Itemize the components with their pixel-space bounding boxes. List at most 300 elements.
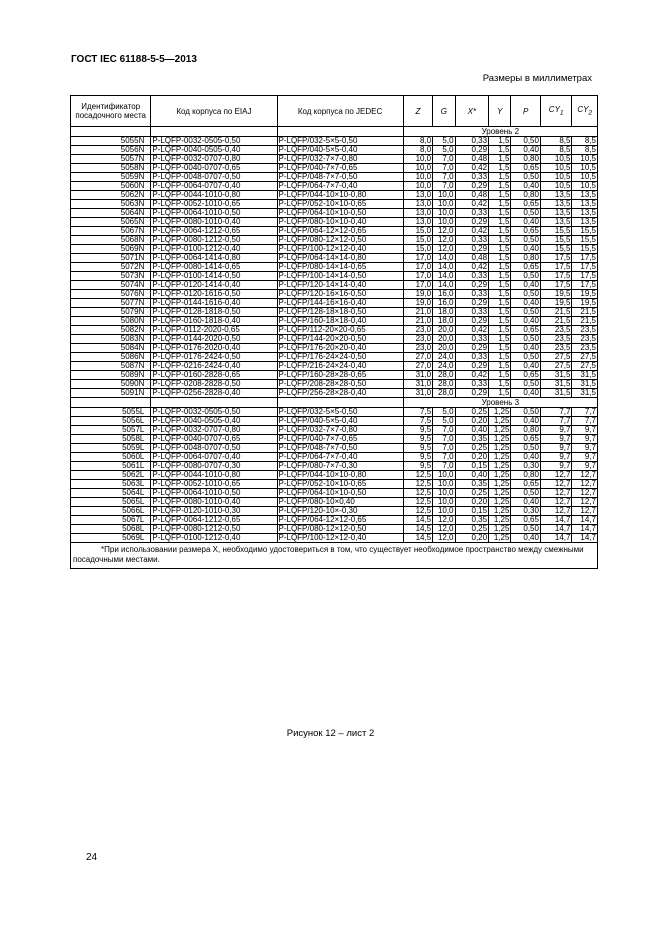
cell-x: 0,25 <box>455 408 489 417</box>
cell-cy2: 19,5 <box>572 290 598 299</box>
cell-eiaj: P-LQFP-0064-1212-0,65 <box>151 516 277 525</box>
cell-p: 0,65 <box>511 371 541 380</box>
cell-cy1: 8,5 <box>540 137 572 146</box>
cell-g: 20,0 <box>433 344 455 353</box>
cell-z: 17,0 <box>403 254 433 263</box>
cell-x: 0,29 <box>455 245 489 254</box>
cell-g: 12,0 <box>433 516 455 525</box>
cell-cy1: 12,7 <box>540 507 572 516</box>
cell-x: 0,25 <box>455 489 489 498</box>
cell-y: 1,25 <box>489 507 511 516</box>
table-row <box>71 516 598 525</box>
cell-x: 0,33 <box>455 353 489 362</box>
cell-id: 5063N <box>71 200 151 209</box>
cell-p: 0,40 <box>511 453 541 462</box>
cell-cy2: 13,5 <box>572 218 598 227</box>
cell-jedec: P-LQFP/052-10×10-0,65 <box>277 200 403 209</box>
cell-g: 10,0 <box>433 209 455 218</box>
cell-g: 10,0 <box>433 507 455 516</box>
cell-g: 18,0 <box>433 308 455 317</box>
cell-x: 0,29 <box>455 389 489 398</box>
cell-y: 1,5 <box>489 218 511 227</box>
cell-y: 1,5 <box>489 155 511 164</box>
cell-x: 0,40 <box>455 426 489 435</box>
cell-y: 1,5 <box>489 281 511 290</box>
cell-cy1: 7,7 <box>540 417 572 426</box>
cell-y: 1,25 <box>489 426 511 435</box>
cell-p: 0,40 <box>511 317 541 326</box>
cell-cy2: 10,5 <box>572 164 598 173</box>
cell-id: 5060L <box>71 453 151 462</box>
cell-id: 5056N <box>71 146 151 155</box>
cell-g: 10,0 <box>433 218 455 227</box>
table-row <box>71 353 598 362</box>
cell-p: 0,40 <box>511 534 541 543</box>
cell-cy1: 15,5 <box>540 227 572 236</box>
cell-y: 1,5 <box>489 335 511 344</box>
cell-jedec: P-LQFP/040-5×5-0,40 <box>277 146 403 155</box>
cell-id: 5064L <box>71 489 151 498</box>
cell-g: 18,0 <box>433 317 455 326</box>
cell-x: 0,33 <box>455 236 489 245</box>
cell-eiaj: P-LQFP-0208-2828-0,50 <box>151 380 277 389</box>
cell-p: 0,80 <box>511 254 541 263</box>
cell-cy2: 12,7 <box>572 489 598 498</box>
cell-g: 14,0 <box>433 263 455 272</box>
cell-x: 0,42 <box>455 326 489 335</box>
cell-y: 1,5 <box>489 182 511 191</box>
cell-eiaj: P-LQFP-0032-0707-0,80 <box>151 155 277 164</box>
table-row <box>71 444 598 453</box>
level-row <box>71 127 598 137</box>
cell-eiaj: P-LQFP-0100-1414-0,50 <box>151 272 277 281</box>
col-header-z: Z <box>403 96 433 127</box>
cell-jedec: P-LQFP/080-7×7-0,30 <box>277 462 403 471</box>
table-row <box>71 218 598 227</box>
cell-eiaj: P-LQFP-0100-1212-0,40 <box>151 534 277 543</box>
cell-jedec: P-LQFP/064-10×10-0,50 <box>277 489 403 498</box>
cell-x: 0,25 <box>455 444 489 453</box>
document-header: ГОСТ IEC 61188-5-5—2013 <box>71 54 197 65</box>
cell-g: 28,0 <box>433 389 455 398</box>
cell-cy2: 23,5 <box>572 344 598 353</box>
table-row <box>71 462 598 471</box>
cell-p: 0,40 <box>511 299 541 308</box>
cell-eiaj: P-LQFP-0120-1616-0,50 <box>151 290 277 299</box>
cell-p: 0,65 <box>511 326 541 335</box>
cell-z: 23,0 <box>403 344 433 353</box>
table-row <box>71 362 598 371</box>
cell-eiaj: P-LQFP-0064-1212-0,65 <box>151 227 277 236</box>
col-header-id: Идентификатор посадочного места <box>71 96 151 127</box>
cell-eiaj: P-LQFP-0064-1010-0,50 <box>151 489 277 498</box>
cell-id: 5077N <box>71 299 151 308</box>
cell-x: 0,20 <box>455 453 489 462</box>
cell-eiaj: P-LQFP-0080-1212-0,50 <box>151 525 277 534</box>
table-row <box>71 209 598 218</box>
cell-cy2: 31,5 <box>572 389 598 398</box>
cell-eiaj: P-LQFP-0052-1010-0,65 <box>151 480 277 489</box>
cell-cy2: 9,7 <box>572 462 598 471</box>
cell-p: 0,50 <box>511 209 541 218</box>
col-header-g: G <box>433 96 455 127</box>
table-row <box>71 371 598 380</box>
cell-g: 7,0 <box>433 453 455 462</box>
cell-eiaj: P-LQFP-0144-1616-0,40 <box>151 299 277 308</box>
cell-y: 1,5 <box>489 164 511 173</box>
cell-cy1: 12,7 <box>540 480 572 489</box>
cell-id: 5067L <box>71 516 151 525</box>
cell-cy1: 10,5 <box>540 182 572 191</box>
cell-eiaj: P-LQFP-0080-1010-0,40 <box>151 218 277 227</box>
cell-p: 0,40 <box>511 245 541 254</box>
footnote: *При использовании размера X, необходимо удостовериться в том, что существует необходимое пространство между смежными посадочными местами. <box>71 543 598 569</box>
cell-z: 13,0 <box>403 200 433 209</box>
cell-p: 0,40 <box>511 146 541 155</box>
table-row <box>71 182 598 191</box>
cell-z: 13,0 <box>403 209 433 218</box>
cell-z: 15,0 <box>403 227 433 236</box>
cell-cy2: 21,5 <box>572 308 598 317</box>
cell-y: 1,5 <box>489 254 511 263</box>
cell-jedec: P-LQFP/160-28×28-0,65 <box>277 371 403 380</box>
level-row <box>71 398 598 408</box>
cell-eiaj: P-LQFP-0048-0707-0,50 <box>151 444 277 453</box>
cell-p: 0,50 <box>511 173 541 182</box>
cell-jedec: P-LQFP/080-14×14-0,65 <box>277 263 403 272</box>
cell-y: 1,5 <box>489 308 511 317</box>
cell-id: 5087N <box>71 362 151 371</box>
cell-eiaj: P-LQFP-0160-2828-0,65 <box>151 371 277 380</box>
cell-g: 12,0 <box>433 245 455 254</box>
cell-p: 0,65 <box>511 516 541 525</box>
cell-z: 23,0 <box>403 335 433 344</box>
cell-g: 7,0 <box>433 155 455 164</box>
cell-z: 19,0 <box>403 290 433 299</box>
cell-p: 0,80 <box>511 155 541 164</box>
cell-g: 16,0 <box>433 299 455 308</box>
cell-p: 0,65 <box>511 164 541 173</box>
table-row <box>71 254 598 263</box>
cell-y: 1,5 <box>489 317 511 326</box>
cell-x: 0,29 <box>455 182 489 191</box>
cell-x: 0,42 <box>455 200 489 209</box>
cell-p: 0,40 <box>511 182 541 191</box>
cell-y: 1,25 <box>489 480 511 489</box>
cell-x: 0,25 <box>455 525 489 534</box>
cell-cy1: 9,7 <box>540 435 572 444</box>
cell-y: 1,25 <box>489 489 511 498</box>
cell-jedec: P-LQFP/048-7×7-0,50 <box>277 173 403 182</box>
cell-cy2: 17,5 <box>572 272 598 281</box>
cell-g: 10,0 <box>433 471 455 480</box>
cell-eiaj: P-LQFP-0040-0707-0,65 <box>151 164 277 173</box>
cell-z: 13,0 <box>403 191 433 200</box>
cell-x: 0,33 <box>455 272 489 281</box>
level-row-blank <box>277 127 403 137</box>
cell-z: 27,0 <box>403 362 433 371</box>
table-row <box>71 453 598 462</box>
cell-z: 17,0 <box>403 263 433 272</box>
footnote-row <box>71 543 598 569</box>
cell-p: 0,50 <box>511 272 541 281</box>
cell-cy2: 14,7 <box>572 525 598 534</box>
cell-p: 0,30 <box>511 507 541 516</box>
cell-id: 5065N <box>71 218 151 227</box>
cell-cy1: 15,5 <box>540 236 572 245</box>
cell-y: 1,5 <box>489 146 511 155</box>
table-row <box>71 299 598 308</box>
cell-jedec: P-LQFP/044-10×10-0,80 <box>277 471 403 480</box>
cell-id: 5057N <box>71 155 151 164</box>
cell-p: 0,50 <box>511 525 541 534</box>
cell-y: 1,25 <box>489 462 511 471</box>
cell-jedec: P-LQFP/256-28×28-0,40 <box>277 389 403 398</box>
cell-eiaj: P-LQFP-0216-2424-0,40 <box>151 362 277 371</box>
cell-eiaj: P-LQFP-0160-1818-0,40 <box>151 317 277 326</box>
cell-x: 0,42 <box>455 371 489 380</box>
level-row-blank <box>151 398 277 408</box>
cell-eiaj: P-LQFP-0044-1010-0,80 <box>151 191 277 200</box>
table-row <box>71 326 598 335</box>
col-header-y: Y <box>489 96 511 127</box>
cell-g: 12,0 <box>433 227 455 236</box>
cell-jedec: P-LQFP/120-10×-0,30 <box>277 507 403 516</box>
cell-cy2: 17,5 <box>572 254 598 263</box>
cell-cy1: 21,5 <box>540 308 572 317</box>
cell-cy2: 31,5 <box>572 380 598 389</box>
cell-x: 0,42 <box>455 164 489 173</box>
figure-caption: Рисунок 12 – лист 2 <box>286 728 375 739</box>
cell-z: 14,5 <box>403 525 433 534</box>
level-row-blank <box>71 398 151 408</box>
cell-cy2: 14,7 <box>572 516 598 525</box>
cell-y: 1,5 <box>489 326 511 335</box>
cell-eiaj: P-LQFP-0080-1414-0,65 <box>151 263 277 272</box>
level-label: Уровень 3 <box>403 398 597 408</box>
cell-cy1: 17,5 <box>540 281 572 290</box>
cell-id: 5063L <box>71 480 151 489</box>
cell-p: 0,65 <box>511 227 541 236</box>
cell-y: 1,5 <box>489 299 511 308</box>
cell-id: 5068N <box>71 236 151 245</box>
cell-jedec: P-LQFP/040-7×7-0,65 <box>277 164 403 173</box>
cell-eiaj: P-LQFP-0128-1818-0,50 <box>151 308 277 317</box>
cell-y: 1,5 <box>489 245 511 254</box>
cell-x: 0,33 <box>455 308 489 317</box>
cell-z: 21,0 <box>403 308 433 317</box>
cell-g: 5,0 <box>433 417 455 426</box>
cell-cy2: 10,5 <box>572 155 598 164</box>
table-row <box>71 272 598 281</box>
cell-jedec: P-LQFP/144-20×20-0,50 <box>277 335 403 344</box>
cell-cy2: 8,5 <box>572 146 598 155</box>
cell-g: 10,0 <box>433 489 455 498</box>
col-header-jedec: Код корпуса по JEDEC <box>277 96 403 127</box>
cell-cy2: 23,5 <box>572 335 598 344</box>
cell-id: 5055N <box>71 137 151 146</box>
cell-y: 1,25 <box>489 516 511 525</box>
cell-g: 20,0 <box>433 326 455 335</box>
cell-cy1: 10,5 <box>540 164 572 173</box>
cell-y: 1,5 <box>489 362 511 371</box>
cell-z: 31,0 <box>403 389 433 398</box>
cell-p: 0,50 <box>511 335 541 344</box>
cell-jedec: P-LQFP/216-24×24-0,40 <box>277 362 403 371</box>
cell-id: 5073N <box>71 272 151 281</box>
cell-jedec: P-LQFP/032-7×7-0,80 <box>277 155 403 164</box>
cell-y: 1,5 <box>489 191 511 200</box>
cell-x: 0,15 <box>455 462 489 471</box>
table-row <box>71 191 598 200</box>
cell-x: 0,33 <box>455 173 489 182</box>
cell-cy1: 17,5 <box>540 272 572 281</box>
cell-jedec: P-LQFP/208-28×28-0,50 <box>277 380 403 389</box>
table-row <box>71 236 598 245</box>
cell-id: 5084N <box>71 344 151 353</box>
cell-x: 0,29 <box>455 299 489 308</box>
cell-g: 10,0 <box>433 498 455 507</box>
cell-z: 12,5 <box>403 507 433 516</box>
cell-cy1: 31,5 <box>540 380 572 389</box>
table-row <box>71 308 598 317</box>
cell-z: 9,5 <box>403 462 433 471</box>
cell-y: 1,25 <box>489 453 511 462</box>
cell-p: 0,80 <box>511 471 541 480</box>
cell-y: 1,5 <box>489 137 511 146</box>
cell-cy2: 10,5 <box>572 182 598 191</box>
cell-y: 1,5 <box>489 173 511 182</box>
cell-cy2: 12,7 <box>572 507 598 516</box>
cell-x: 0,20 <box>455 534 489 543</box>
table-row <box>71 489 598 498</box>
cell-cy1: 9,7 <box>540 462 572 471</box>
cell-cy1: 31,5 <box>540 389 572 398</box>
cell-x: 0,29 <box>455 218 489 227</box>
table-row <box>71 344 598 353</box>
cell-p: 0,50 <box>511 408 541 417</box>
cell-x: 0,33 <box>455 335 489 344</box>
cell-id: 5055L <box>71 408 151 417</box>
cell-x: 0,42 <box>455 227 489 236</box>
cell-g: 5,0 <box>433 408 455 417</box>
table-row <box>71 200 598 209</box>
cell-cy2: 17,5 <box>572 263 598 272</box>
cell-z: 9,5 <box>403 426 433 435</box>
cell-p: 0,80 <box>511 191 541 200</box>
cell-g: 7,0 <box>433 173 455 182</box>
cell-x: 0,29 <box>455 362 489 371</box>
cell-jedec: P-LQFP/048-7×7-0,50 <box>277 444 403 453</box>
cell-cy2: 9,7 <box>572 426 598 435</box>
cell-id: 5061L <box>71 462 151 471</box>
cell-g: 7,0 <box>433 164 455 173</box>
cell-p: 0,40 <box>511 417 541 426</box>
table-row <box>71 290 598 299</box>
cell-cy1: 21,5 <box>540 317 572 326</box>
units-note: Размеры в миллиметрах <box>482 73 592 84</box>
cell-jedec: P-LQFP/080-10×0,40 <box>277 498 403 507</box>
cell-p: 0,50 <box>511 236 541 245</box>
cell-y: 1,25 <box>489 534 511 543</box>
cell-p: 0,40 <box>511 344 541 353</box>
cell-jedec: P-LQFP/064-10×10-0,50 <box>277 209 403 218</box>
cell-g: 14,0 <box>433 281 455 290</box>
table-row <box>71 471 598 480</box>
table-row <box>71 525 598 534</box>
cell-jedec: P-LQFP/040-7×7-0,65 <box>277 435 403 444</box>
level-row-blank <box>71 127 151 137</box>
cell-eiaj: P-LQFP-0100-1212-0,40 <box>151 245 277 254</box>
cell-cy1: 13,5 <box>540 200 572 209</box>
cell-id: 5083N <box>71 335 151 344</box>
cell-cy2: 10,5 <box>572 173 598 182</box>
cell-cy1: 19,5 <box>540 299 572 308</box>
cell-p: 0,40 <box>511 281 541 290</box>
table-row <box>71 426 598 435</box>
table-row <box>71 498 598 507</box>
cell-jedec: P-LQFP/064-12×12-0,65 <box>277 516 403 525</box>
cell-id: 5080N <box>71 317 151 326</box>
cell-cy2: 8,5 <box>572 137 598 146</box>
cell-z: 12,5 <box>403 480 433 489</box>
cell-id: 5057L <box>71 426 151 435</box>
cell-jedec: P-LQFP/080-12×12-0,50 <box>277 525 403 534</box>
cell-x: 0,15 <box>455 507 489 516</box>
cell-y: 1,25 <box>489 471 511 480</box>
cell-y: 1,5 <box>489 272 511 281</box>
cell-y: 1,5 <box>489 353 511 362</box>
cell-z: 19,0 <box>403 299 433 308</box>
cell-cy1: 13,5 <box>540 218 572 227</box>
cell-x: 0,20 <box>455 498 489 507</box>
col-header-p: P <box>511 96 541 127</box>
cell-x: 0,48 <box>455 254 489 263</box>
table-row <box>71 317 598 326</box>
cell-cy1: 31,5 <box>540 371 572 380</box>
cell-jedec: P-LQFP/100-12×12-0,40 <box>277 534 403 543</box>
cell-cy1: 13,5 <box>540 191 572 200</box>
cell-z: 15,0 <box>403 245 433 254</box>
cell-jedec: P-LQFP/176-24×24-0,50 <box>277 353 403 362</box>
cell-z: 9,5 <box>403 453 433 462</box>
cell-x: 0,33 <box>455 209 489 218</box>
cell-y: 1,5 <box>489 389 511 398</box>
cell-x: 0,20 <box>455 417 489 426</box>
table-row <box>71 408 598 417</box>
table-row <box>71 507 598 516</box>
cell-g: 7,0 <box>433 444 455 453</box>
cell-jedec: P-LQFP/160-18×18-0,40 <box>277 317 403 326</box>
cell-cy2: 23,5 <box>572 326 598 335</box>
cell-z: 12,5 <box>403 489 433 498</box>
cell-z: 10,0 <box>403 155 433 164</box>
cell-cy1: 14,7 <box>540 525 572 534</box>
cell-jedec: P-LQFP/120-16×16-0,50 <box>277 290 403 299</box>
cell-jedec: P-LQFP/144-16×16-0,40 <box>277 299 403 308</box>
table-body <box>71 127 598 569</box>
cell-id: 5064N <box>71 209 151 218</box>
cell-jedec: P-LQFP/032-5×5-0,50 <box>277 137 403 146</box>
cell-eiaj: P-LQFP-0052-1010-0,65 <box>151 200 277 209</box>
land-pattern-table-container <box>70 95 598 569</box>
table-row <box>71 146 598 155</box>
cell-p: 0,50 <box>511 444 541 453</box>
cell-z: 17,0 <box>403 272 433 281</box>
level-row-blank <box>277 398 403 408</box>
cell-eiaj: P-LQFP-0040-0505-0,40 <box>151 146 277 155</box>
cell-p: 0,65 <box>511 263 541 272</box>
